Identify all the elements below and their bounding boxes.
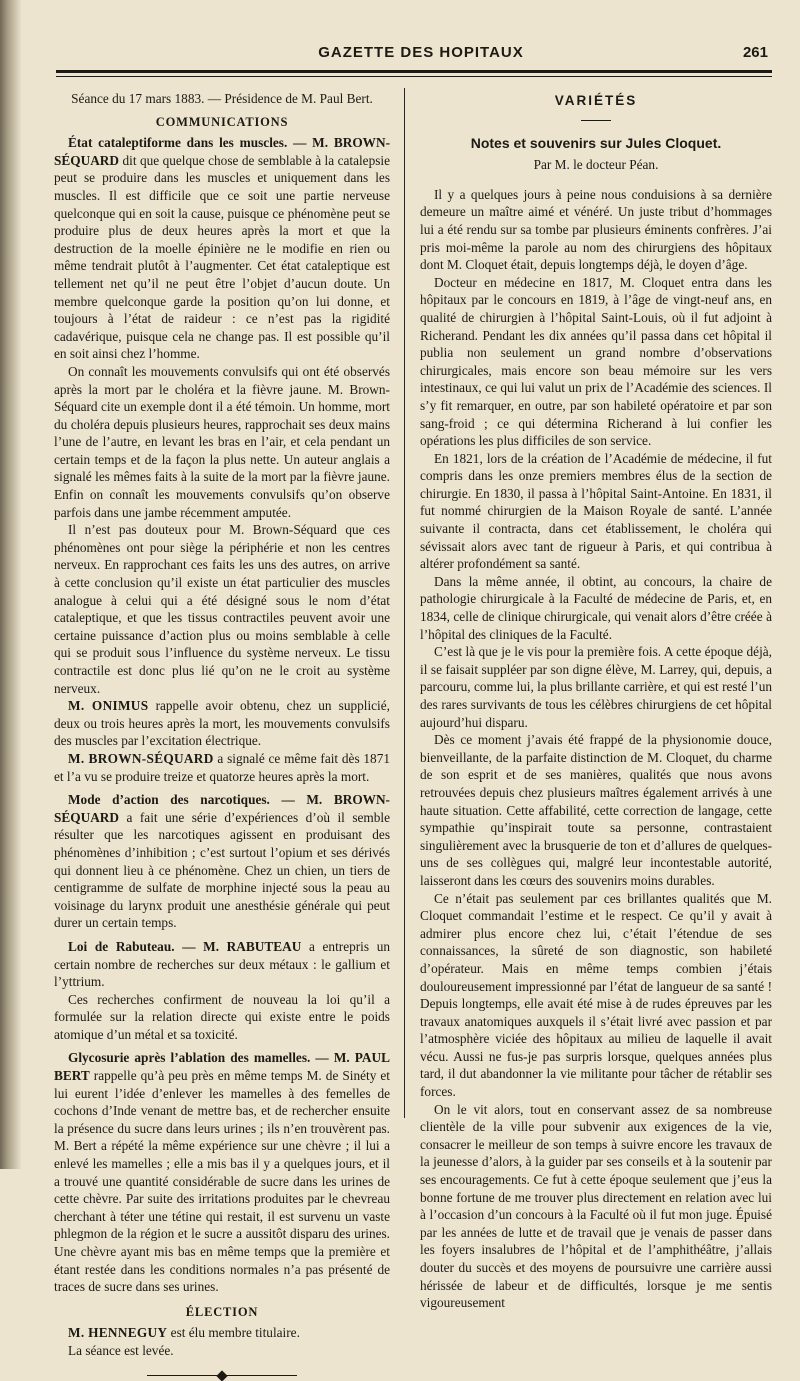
right-column xyxy=(420,90,772,1312)
paragraph-convulsions: On connaît les mouvements convulsifs qui ont été observés après la mort par le choléra et la fièvre jaune. M. Brown-Séquard cite un exemple dont il a été témoin. Un homme, mort du choléra depuis plusieurs heures, rapprochait ses deux mains l’une de l’autre, en levant les bras en l’air, et cela pendant un certain temps et de la façon la plus nette. Un auteur anglais a signalé les mêmes faits à la suite de la mort par la fièvre jaune. Enfin on connaît les mouvements convulsifs qu’on observe parfois dans une jambe récemment amputée. xyxy=(54,363,390,520)
rubric-narcotics: Mode d’action des narcotiques. — M. BROWN-SÉQUARD xyxy=(54,792,390,825)
text-catalepsy: dit que quelque chose de semblable à la catalepsie peut se produire dans les muscles et uniquement dans les muscles. Il est difficile que ce soit une partie nerveuse quelconque qui en soit la cause, puisque ce phénomène peut se produire plus de deux heures après la mort et que la destruction de la moelle épinière ne le modifie en rien ou même tendrait plutôt à l’augmenter. Cet état cataleptique est tellement net qu’il ne peut être l’objet d’aucun doute. Un membre quelconque garde la position qu’on lui donne, et toujours à l’état de raideur : ce n’est pas la rigidité cadavérique, puisque cela ne change pas. Il est possible qu’il en soit ainsi chez l’homme. xyxy=(54,152,390,362)
paragraph-catalepsy xyxy=(54,134,390,363)
article-paragraph: On le vit alors, tout en conservant assez de sa nombreuse clientèle de la ville pour subvenir aux exigences de la vie, consacrer le meilleur de son temps à suivre encore les travaux de la jeunesse d’alors, à la guider par ses conseils et à la soutenir par ses encouragements. Ce fut à cette époque seulement que j’eus la bonne fortune de me trouver plus directement en relation avec lui à l’occasion d’un concours à la Faculté où il fut mon juge. Épuisé par les années de lutte et de travail que je venais de passer dans les foyers insalubres de l’hôpital et de l’amphithéâtre, j’allais douter du succès et des moyens de poursuivre une carrière aussi hérissée de labeur et de difficultés, lorsque je me sentis vigoureusement xyxy=(420,1101,772,1311)
page-number: 261 xyxy=(742,44,768,61)
article-paragraph: Dès ce moment j’avais été frappé de la physionomie douce, bienveillante, de la parfaite distinction de M. Cloquet, du charme de son esprit et de ses manières, qualités que nous avons retrouvées depuis chez plusieurs maîtres également arrivés à une haute situation. Cette affabilité, cette correction de langage, cette sympathie qu’inspirait toute sa personne, contrastaient singulièrement avec la brusquerie de ton et d’allures de quelques-uns de ses collègues qui, malgré leur incontestable autorité, laisseront dans les cœurs des souvenirs moins durables. xyxy=(420,732,772,888)
short-rule xyxy=(581,120,611,121)
left-column xyxy=(54,90,390,1380)
paragraph-henneguy xyxy=(54,1324,390,1342)
name-brown-sequard: M. BROWN-SÉQUARD xyxy=(68,750,214,766)
paragraph-onimus xyxy=(54,697,390,750)
text-glycosuria: rappelle qu’à peu près en même temps M. de Sinéty et lui eurent l’idée d’enlever les mamelles à des femelles de cochons d’Inde venant de mettre bas, et de rechercher ensuite la présence du sucre dans leurs urines ; ils n’en trouvèrent pas. M. Bert a répété la même expérience sur une chèvre ; il lui a enlevé les mamelles ; elle a mis bas il y a quelques jours, et il a trouvé une quantité considérable de sucre dans les urines de cette chèvre. Par suite des irritations produites par le chevreau cherchant à téter une tétine qui restait, il est survenu un vaste phlegmon de la région et le sucre a aussitôt disparu des urines. Une chèvre ayant mis bas en même temps que la première et étant restée dans les conditions normales n’a pas présenté de traces de sucre dans ses urines. xyxy=(54,1068,390,1295)
article-paragraph: Docteur en médecine en 1817, M. Cloquet entra dans les hôpitaux par le concours en 1819, à l’âge de vingt-neuf ans, en qualité de chirurgien à l’hôpital Saint-Louis, où il fut adjoint à Richerand. Pendant les dix années qu’il passa dans cet hôpital il publia non seulement un grand nombre d’observations chirurgicales, mais encore son beau mémoire sur les vers intestinaux, ce qui lui valut un prix de l’Académie des sciences. Il s’y fit remarquer, en outre, par son habileté opératoire et par son sang-froid ; ce qui détermina Richerand à lui confier les opérations les plus difficiles de son service. xyxy=(420,274,772,449)
text-rabuteau: a entrepris un certain nombre de recherches sur deux métaux : le gallium et l’yttrium. xyxy=(54,938,390,990)
text-narcotics: a fait une série d’expériences d’où il semble résulter que les narcotiques agissent en produisant des phénomènes d’inhibition ; c’est surtout l’opium et ses dérivés qui donnent lieu à ce phénomène. Chez un chien, un tiers de centigramme de sulfate de morphine injecté sous la peau au voisinage du larynx produit une anesthésie générale qui peut durer un certain temps. xyxy=(54,809,390,931)
paragraph-narcotics xyxy=(54,791,390,932)
paragraph-rabuteau xyxy=(54,938,390,991)
paragraph-closing: La séance est levée. xyxy=(68,1342,174,1358)
article-paragraph: Il y a quelques jours à peine nous conduisions à sa dernière demeure un maître aimé et vénéré. Un juste tribut d’hommages lui a été rendu sur sa tombe par plusieurs éminents confrères. J’ai pris moi-même la parole au nom des chirurgiens des hôpitaux dont M. Cloquet était, depuis longtemps déjà, le doyen d’âge. xyxy=(420,186,772,273)
article-paragraph: C’est là que je le vis pour la première fois. A cette époque déjà, il se faisait suppléer par son digne élève, M. Larrey, qui, depuis, a parcouru, comme lui, la plus brillante carrière, et qui est resté l’un des rares survivants de tous les célèbres chirurgiens de cet hôpital aujourd’hui disparu. xyxy=(420,644,772,730)
paragraph-brown-sequard xyxy=(54,750,390,785)
paragraph-glycosuria xyxy=(54,1049,390,1295)
varietes-heading: VARIÉTÉS xyxy=(554,93,638,108)
rubric-glycosuria: Glycosurie après l’ablation des mamelles. — M. PAUL BERT xyxy=(54,1050,390,1084)
article-paragraph: Ce n’était pas seulement par ces brillantes qualités que M. Cloquet commandait l’estime et le respect. Ce qu’il y avait à admirer plus encore chez lui, c’était l’étendue de ses connaissances, la sûreté de son diagnostic, son habileté d’opérateur. Mais en même temps combien j’étais douloureusement impressionné par l’état de langueur de sa santé ! Depuis longtemps, elle avait été mise à de rudes épreuves par les travaux anatomiques auxquels il s’était livré avec passion et par l’atmosphère viciée des hôpitaux au milieu de laquelle il avait vécu. Aussi ne fus-je pas surpris lorsque, quelques années plus tard, il dut abandonner la vie militante pour tâcher de rétablir ses forces. xyxy=(420,890,772,1100)
name-henneguy: M. HENNEGUY xyxy=(68,1325,168,1341)
header-rule-thin xyxy=(56,76,772,77)
communications-heading: COMMUNICATIONS xyxy=(155,114,289,129)
article-paragraph: En 1821, lors de la création de l’Académie de médecine, il fut compris dans les onze premiers membres élus de la section de chirurgie. En 1830, il passa à l’hôpital Saint-Antoine. En 1831, il fut nommé chirurgien de la Maison Royale de santé. L’année suivante il contracta, dans cet établissement, le choléra qui sévissait alors avec tant de rigueur à Paris, et qui contribua à altérer profondément sa santé. xyxy=(420,450,772,572)
journal-title: GAZETTE DES HOPITAUX xyxy=(318,44,524,61)
article-paragraph: Dans la même année, il obtint, au concours, la chaire de pathologie chirurgicale à la Faculté de médecine de Paris, et, en 1834, celle de clinique chirurgicale, qui venait alors d’être créée à l’hôpital des cliniques de la Faculté. xyxy=(420,573,772,642)
header-rule-thick xyxy=(56,70,772,73)
text-henneguy: est élu membre titulaire. xyxy=(167,1325,300,1341)
running-header xyxy=(70,44,772,66)
election-heading: ÉLECTION xyxy=(185,1304,259,1319)
article-byline: Par M. le docteur Péan. xyxy=(533,157,659,173)
rubric-catalepsy: État cataleptiforme dans les muscles. — M. BROWN-SÉQUARD xyxy=(54,135,390,168)
name-onimus: M. ONIMUS xyxy=(68,698,149,714)
article-title: Notes et souvenirs sur Jules Cloquet. xyxy=(470,134,722,151)
text-brown-sequard: a signalé ce même fait dès 1871 et l’a vu se produire treize et quatorze heures après la mort. xyxy=(54,750,390,784)
column-divider xyxy=(404,88,405,1118)
text-onimus: rappelle avoir obtenu, chez un supplicié, deux ou trois heures après la mort, les mouvements convulsifs des muscles par l’excitation électrique. xyxy=(54,698,390,749)
paragraph-periphery: Il n’est pas douteux pour M. Brown-Séquard que ces phénomènes ont pour siège la périphérie et non les centres nerveux. En rapprochant ces faits les uns des autres, on arrive à cette conclusion qu’il existe un état particulier des muscles analogue à celui qui a été désigné sous le nom d’état cataleptique, et que les tissus contractiles peuvent avoir une certaine puissance d’action plus ou moins semblable à celle qui se produit sous l’influence du système nerveux. Le tissu contractile est donc plus lié qu’on ne le croit au système nerveux. xyxy=(54,522,390,696)
rubric-rabuteau: Loi de Rabuteau. — M. RABUTEAU xyxy=(68,938,302,954)
seance-line: Séance du 17 mars 1883. — Présidence de M. Paul Bert. xyxy=(71,91,373,106)
page-edge-shadow xyxy=(0,0,22,1169)
end-ornament xyxy=(147,1372,297,1380)
paragraph-toxicity: Ces recherches confirment de nouveau la loi qu’il a formulée sur la relation directe qui existe entre le poids atomique d’un métal et sa toxicité. xyxy=(54,991,390,1042)
